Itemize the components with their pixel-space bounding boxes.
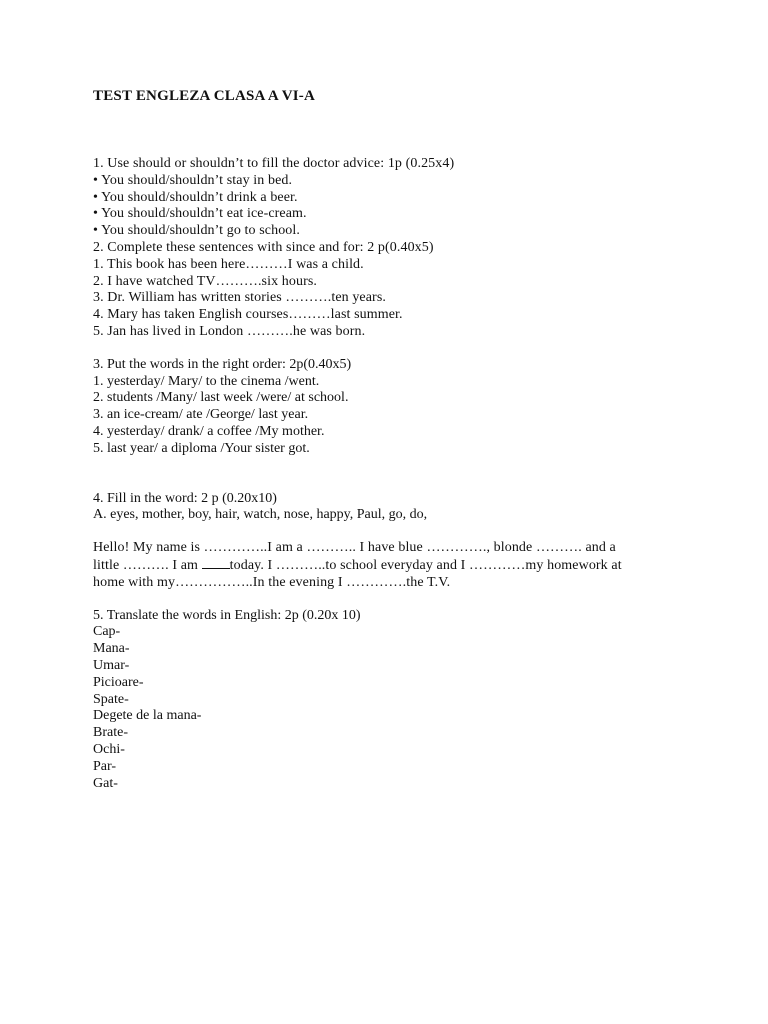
exercise-3-item: 1. yesterday/ Mary/ to the cinema /went. bbox=[93, 373, 320, 389]
exercise-2-item: 3. Dr. William has written stories ……….ten years. bbox=[93, 290, 386, 306]
exercise-4 bbox=[93, 491, 693, 592]
exercise-3-heading: 3. Put the words in the right order: 2p(0.40x5) bbox=[93, 356, 352, 372]
exercise-5-item: Spate- bbox=[93, 691, 129, 707]
exercise-5-item: Picioare- bbox=[93, 674, 144, 690]
exercise-5-item: Cap- bbox=[93, 624, 121, 640]
exercise-1-item: • You should/shouldn’t drink a beer. bbox=[93, 189, 298, 205]
exercise-5-item: Brate- bbox=[93, 725, 128, 741]
exercise-3-item: 3. an ice-cream/ ate /George/ last year. bbox=[93, 407, 309, 423]
exercise-1-item: • You should/shouldn’t stay in bed. bbox=[93, 172, 293, 188]
exercise-5-heading: 5. Translate the words in English: 2p (0.20x 10) bbox=[93, 607, 361, 623]
exercise-2 bbox=[93, 240, 693, 341]
exercise-1 bbox=[93, 156, 693, 240]
answer-blank bbox=[202, 557, 230, 569]
exercise-2-item: 1. This book has been here………I was a child. bbox=[93, 256, 364, 272]
exercise-5-item: Par- bbox=[93, 758, 117, 774]
exercise-5 bbox=[93, 608, 693, 793]
exercise-3-item: 4. yesterday/ drank/ a coffee /My mother. bbox=[93, 423, 325, 439]
exercise-4-paragraph-line: home with my……………..In the evening I ………….the T.V. bbox=[93, 574, 451, 590]
exercise-2-item: 2. I have watched TV……….six hours. bbox=[93, 273, 317, 289]
paragraph-text: today. I ………..to school everyday and I …………my homework at bbox=[229, 557, 622, 573]
exercise-5-item: Degete de la mana- bbox=[93, 708, 202, 724]
exercise-5-item: Umar- bbox=[93, 657, 130, 673]
exercise-4-paragraph-line bbox=[93, 557, 693, 575]
exercise-1-heading: 1. Use should or shouldn’t to fill the doctor advice: 1p (0.25x4) bbox=[93, 156, 455, 171]
exercise-5-item: Mana- bbox=[93, 641, 130, 657]
exercise-4-paragraph-line: Hello! My name is …………..I am a ……….. I have blue …………., blonde ………. and a bbox=[93, 540, 616, 556]
exercise-1-item: • You should/shouldn’t eat ice-cream. bbox=[93, 206, 307, 222]
exercise-2-item: 5. Jan has lived in London ……….he was born. bbox=[93, 323, 366, 339]
exercise-3 bbox=[93, 357, 693, 458]
exercise-2-heading: 2. Complete these sentences with since and for: 2 p(0.40x5) bbox=[93, 239, 434, 255]
exercise-4-wordlist: A. eyes, mother, boy, hair, watch, nose, happy, Paul, go, do, bbox=[93, 507, 428, 523]
page-title: TEST ENGLEZA CLASA A VI-A bbox=[93, 88, 316, 104]
exercise-3-item: 5. last year/ a diploma /Your sister got. bbox=[93, 440, 310, 456]
exercise-5-item: Ochi- bbox=[93, 741, 125, 757]
exercise-3-item: 2. students /Many/ last week /were/ at school. bbox=[93, 390, 349, 406]
exercise-4-heading: 4. Fill in the word: 2 p (0.20x10) bbox=[93, 490, 277, 506]
worksheet bbox=[93, 86, 693, 792]
paragraph-text: little ………. I am bbox=[93, 557, 202, 573]
exercise-1-item: • You should/shouldn’t go to school. bbox=[93, 223, 300, 239]
exercise-2-item: 4. Mary has taken English courses………last summer. bbox=[93, 307, 403, 323]
exercise-5-item: Gat- bbox=[93, 775, 118, 791]
